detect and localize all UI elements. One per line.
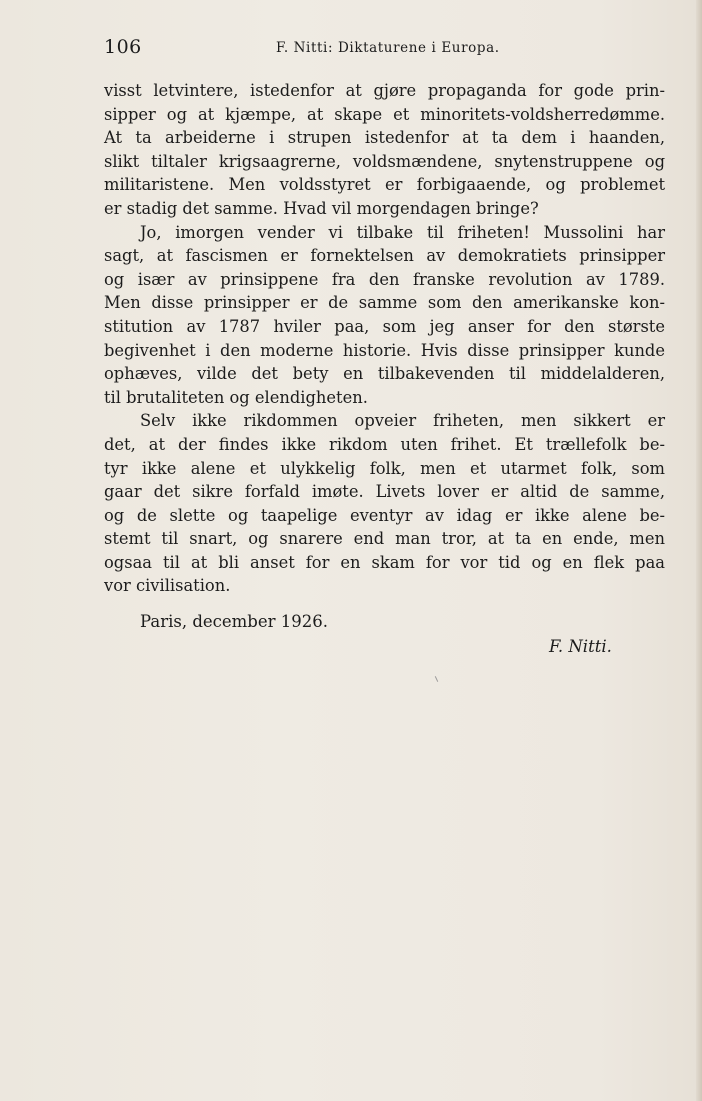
text-line: er stadig det samme. Hvad vil morgendagen bringe? (104, 198, 539, 218)
text-line: Men disse prinsipper er de samme som den amerikanske kon- (104, 293, 665, 313)
text-line: sagt, at fascismen er fornektelsen av demokratiets prinsipper (104, 246, 665, 266)
text-line: visst letvintere, istedenfor at gjøre propaganda for gode prin- (104, 81, 665, 100)
text-line: tyr ikke alene et ulykkelig folk, men et utarmet folk, som (104, 458, 665, 478)
page-number: 106 (104, 36, 142, 58)
text-line: ophæves, vilde det bety en tilbakevenden til middelalderen, (104, 364, 665, 384)
text-line: til brutaliteten og elendigheten. (104, 387, 368, 407)
text-line: sipper og at kjæmpe, at skape et minoritets-voldsherredømme. (104, 104, 665, 124)
text-line: militaristene. Men voldsstyret er forbigaaende, og problemet (104, 175, 665, 195)
paper-speck (435, 676, 438, 682)
running-head: F. Nitti: Diktaturene i Europa. (276, 40, 500, 56)
text-line: det, at der findes ikke rikdom uten frihet. Et trællefolk be- (104, 434, 665, 454)
text-line: og især av prinsippene fra den franske revolution av 1789. (104, 269, 665, 289)
text-line: og de slette og taapelige eventyr av idag er ikke alene be- (104, 505, 665, 525)
text-line: At ta arbeiderne i strupen istedenfor at ta dem i haanden, (104, 128, 665, 148)
author-signature: F. Nitti. (549, 637, 612, 656)
text-line: slikt tiltaler krigsaagrerne, voldsmændene, snytenstruppene og (104, 151, 665, 171)
body-text (104, 79, 665, 598)
place-date: Paris, december 1926. (140, 612, 328, 631)
text-line: vor civilisation. (104, 576, 231, 596)
text-line: Selv ikke rikdommen opveier friheten, men sikkert er (140, 411, 665, 431)
text-line: ogsaa til at bli anset for en skam for vor tid og en flek paa (104, 552, 665, 572)
text-line: gaar det sikre forfald imøte. Livets lover er altid de samme, (104, 482, 665, 502)
text-line: stemt til snart, og snarere end man tror, at ta en ende, men (104, 529, 665, 549)
page-header (104, 36, 664, 62)
text-line: stitution av 1787 hviler paa, som jeg anser for den største (104, 316, 665, 336)
text-line: Jo, imorgen vender vi tilbake til friheten! Mussolini har (140, 222, 665, 242)
text-line: begivenhet i den moderne historie. Hvis disse prinsipper kunde (104, 340, 665, 360)
page-edge (696, 0, 702, 1101)
